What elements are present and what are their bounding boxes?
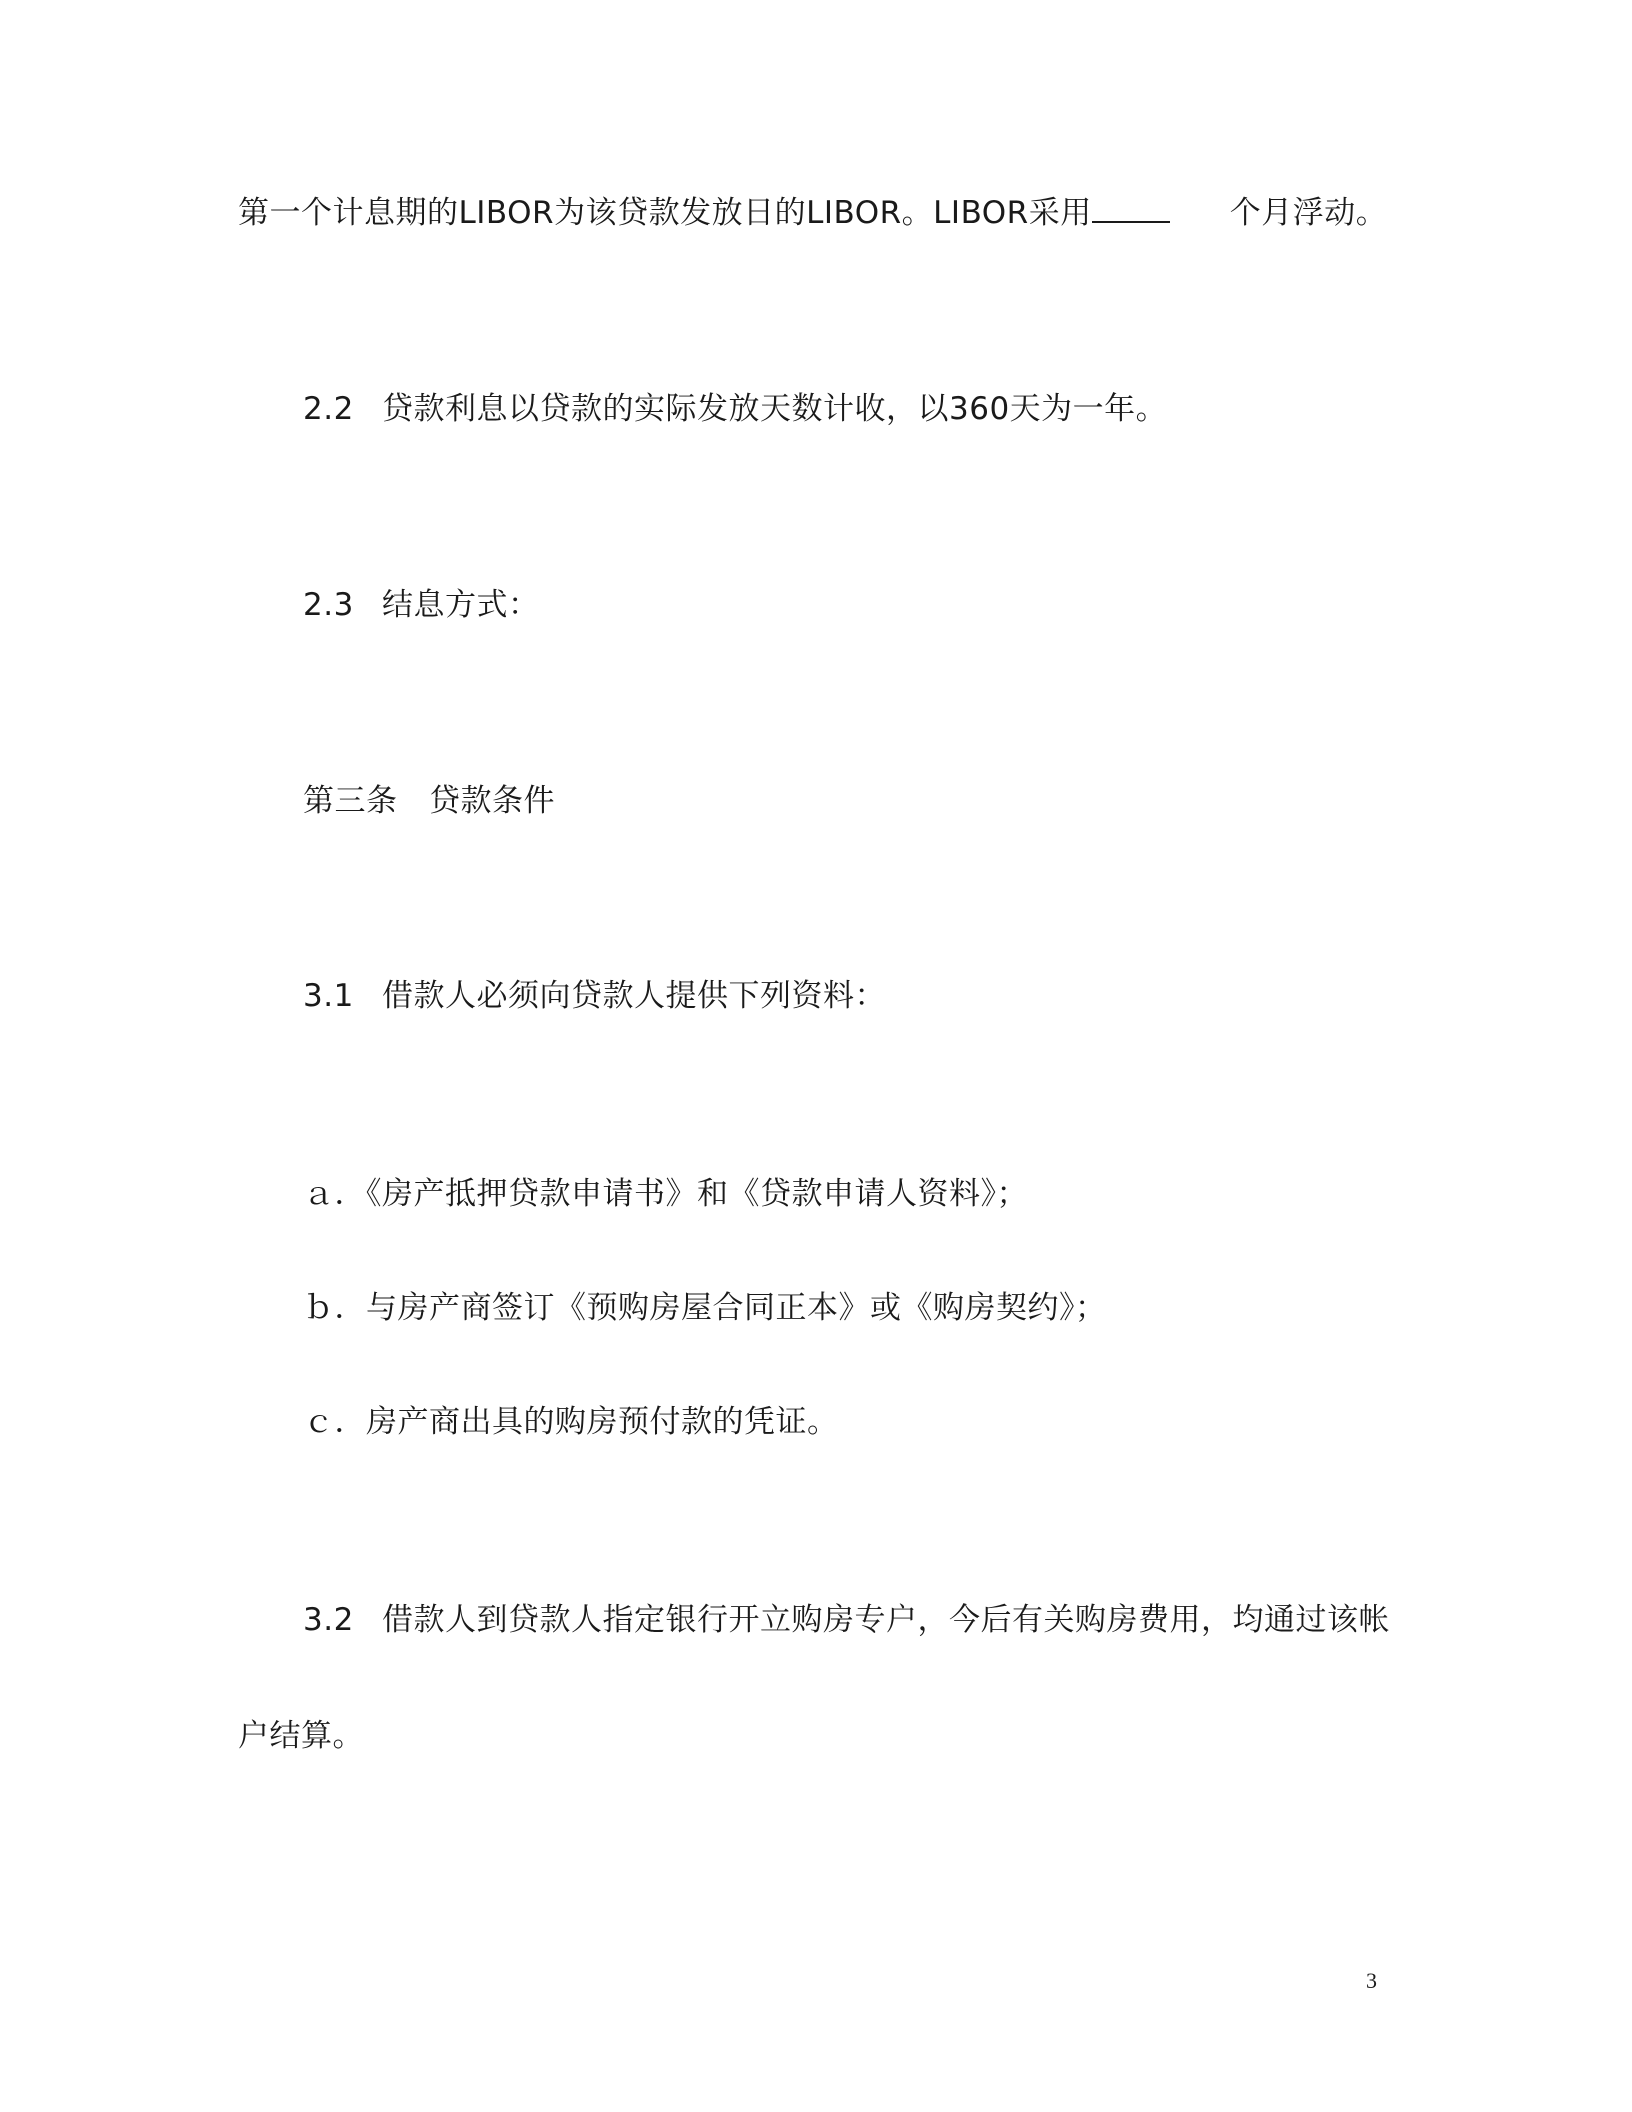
list-item-text: ａ．《房产抵押贷款申请书》和《贷款申请人资料》；: [303, 1176, 1028, 1212]
section-number: 3.2: [303, 1602, 354, 1638]
section-2-3: [303, 585, 540, 625]
section-number: 3.1: [303, 978, 354, 1014]
section-3-2-continued: [238, 1716, 364, 1756]
section-text: 借款人到贷款人指定银行开立购房专户，今后有关购房费用，均通过该帐: [382, 1602, 1390, 1638]
section-text: 借款人必须向贷款人提供下列资料：: [382, 978, 886, 1014]
list-item-text: ｃ．房产商出具的购房预付款的凭证。: [303, 1404, 839, 1440]
list-item-c: [303, 1402, 839, 1442]
section-text-continued: 户结算。: [238, 1718, 364, 1754]
blank-field-months: [1092, 193, 1170, 223]
list-item-a: [303, 1174, 1028, 1214]
paragraph-libor: [238, 193, 1387, 233]
libor-text-after: 个月浮动。: [1229, 195, 1388, 231]
section-number: 2.3: [303, 587, 354, 623]
section-number: 2.2: [303, 391, 354, 427]
section-2-2: [303, 389, 1167, 429]
article-title: 第三条 贷款条件: [303, 783, 555, 819]
article-3-heading: [303, 781, 555, 821]
section-3-2: [303, 1600, 1390, 1640]
section-3-1: [303, 976, 886, 1016]
list-item-text: ｂ．与房产商签订《预购房屋合同正本》或《购房契约》；: [303, 1290, 1107, 1326]
list-item-b: [303, 1288, 1107, 1328]
page-number: 3: [1366, 1968, 1377, 1993]
section-text: 贷款利息以贷款的实际发放天数计收，以360天为一年。: [382, 391, 1168, 427]
section-text: 结息方式：: [382, 587, 540, 623]
libor-text-before: 第一个计息期的LIBOR为该贷款发放日的LIBOR。LIBOR采用: [238, 195, 1092, 231]
